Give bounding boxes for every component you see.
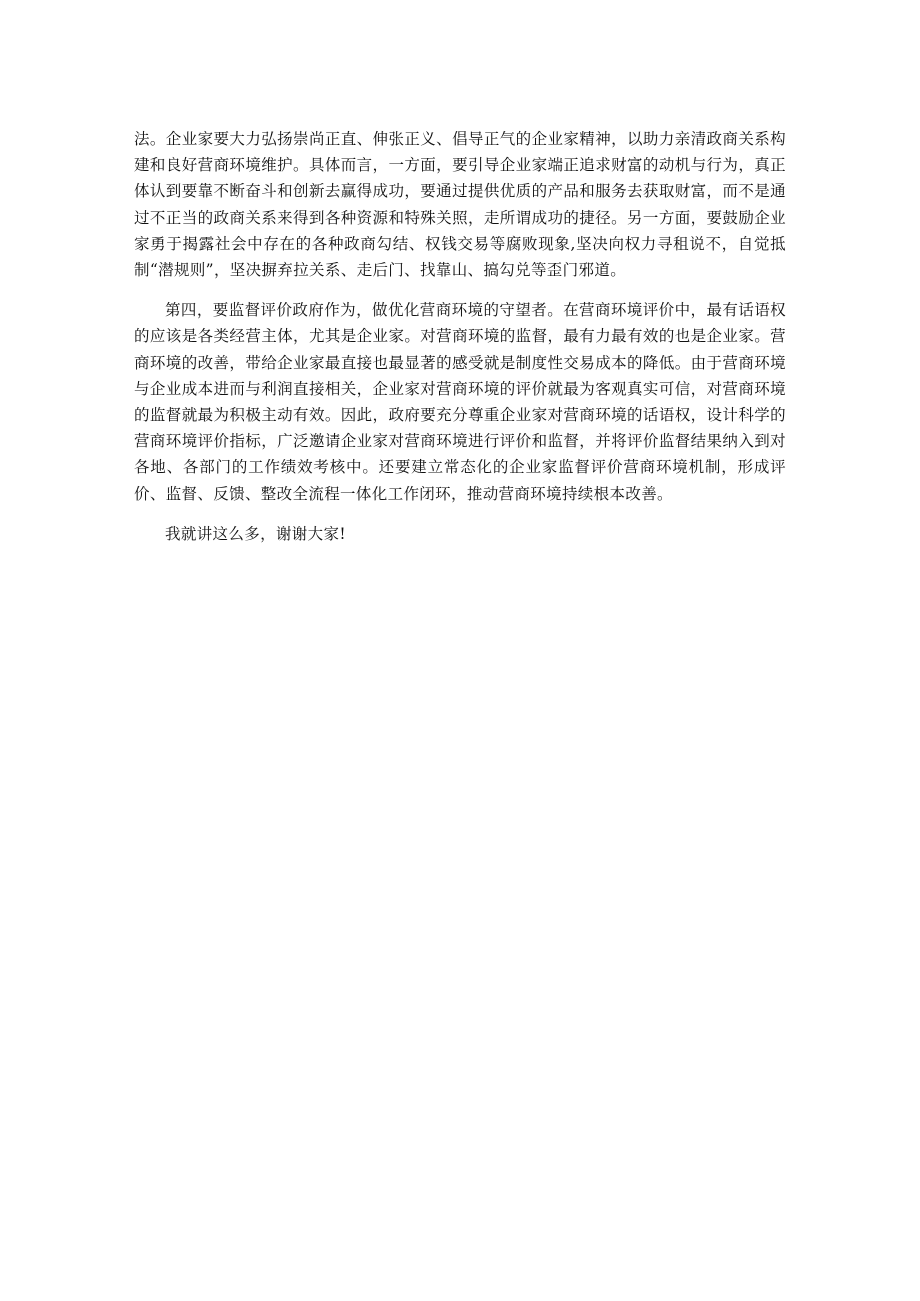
paragraph-closing: 我就讲这么多，谢谢大家! <box>165 524 346 543</box>
document-body <box>134 126 786 547</box>
paragraph-continuation: 法。企业家要大力弘扬崇尚正直、伸张正义、倡导正气的企业家精神，以助力亲清政商关系构建和良好营商环境维护。具体而言，一方面，要引导企业家端正追求财富的动机与行为，真正体认到要靠不断奋斗和创新去赢得成功，要通过提供优质的产品和服务去获取财富，而不是通过不正当的政商关系来得到各种资源和特殊关照，走所谓成功的捷径。另一方面，要鼓励企业家勇于揭露社会中存在的各种政商勾结、权钱交易等腐败现象,坚决向权力寻租说不，自觉抵制“潜规则”，坚决摒弃拉关系、走后门、找靠山、搞勾兑等歪门邪道。 <box>134 130 786 280</box>
paragraph-fourth-point: 第四，要监督评价政府作为，做优化营商环境的守望者。在营商环境评价中，最有话语权的应该是各类经营主体，尤其是企业家。对营商环境的监督，最有力最有效的也是企业家。营商环境的改善，带给企业家最直接也最显著的感受就是制度性交易成本的降低。由于营商环境与企业成本进而与利润直接相关，企业家对营商环境的评价就最为客观真实可信，对营商环境的监督就最为积极主动有效。因此，政府要充分尊重企业家对营商环境的话语权，设计科学的营商环境评价指标，广泛邀请企业家对营商环境进行评价和监督，并将评价监督结果纳入到对各地、各部门的工作绩效考核中。还要建立常态化的企业家监督评价营商环境机制，形成评价、监督、反馈、整改全流程一体化工作闭环，推动营商环境持续根本改善。 <box>134 301 786 503</box>
